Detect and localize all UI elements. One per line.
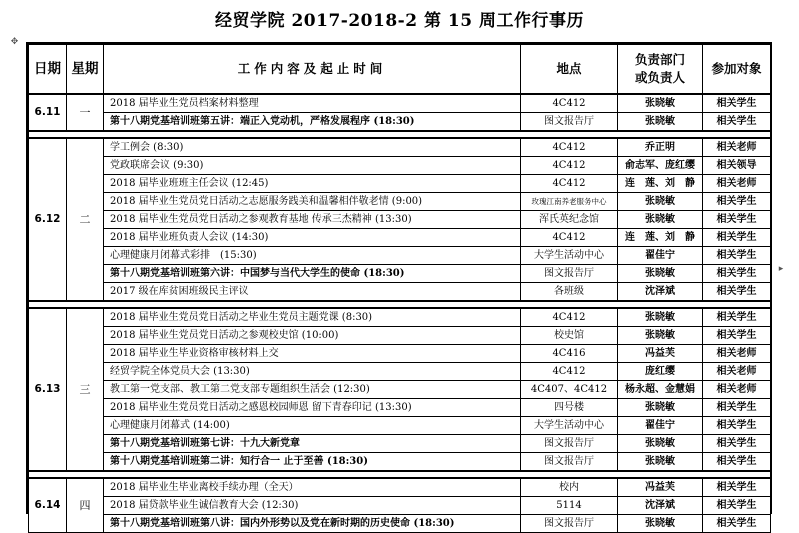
location-cell: 校史馆	[521, 327, 618, 345]
content-cell: 2018 届毕业生党员党日活动之参观校史馆 (10:00)	[104, 327, 521, 345]
responsible-cell: 庞红缨	[618, 363, 703, 381]
content-cell: 学工例会 (8:30)	[104, 138, 521, 157]
responsible-cell: 张晓敏	[618, 265, 703, 283]
resize-handle-icon[interactable]: ▸	[778, 264, 784, 274]
attendees-cell: 相关学生	[703, 399, 771, 417]
responsible-cell: 连 莲、刘 静	[618, 229, 703, 247]
attendees-cell: 相关学生	[703, 247, 771, 265]
table-row	[29, 283, 771, 302]
attendees-cell: 相关学生	[703, 435, 771, 453]
content-cell: 2018 届毕业生党员党日活动之参观教育基地 传承三杰精神 (13:30)	[104, 211, 521, 229]
table-row	[29, 417, 771, 435]
content-cell: 2018 届毕业班负责人会议 (14:30)	[104, 229, 521, 247]
attendees-cell: 相关学生	[703, 515, 771, 533]
weekday-cell: 三	[67, 308, 104, 471]
table-row	[29, 175, 771, 193]
content-cell: 第十八期党基培训班第二讲：知行合一 止于至善 (18:30)	[104, 453, 521, 472]
responsible-cell: 张晓敏	[618, 435, 703, 453]
move-handle-icon[interactable]: ✥	[10, 37, 19, 47]
header-responsible-line1: 负责部门	[634, 52, 685, 67]
responsible-cell: 翟佳宁	[618, 247, 703, 265]
attendees-cell: 相关学生	[703, 283, 771, 302]
table-row	[29, 193, 771, 211]
attendees-cell: 相关老师	[703, 138, 771, 157]
content-cell: 2018 届毕业生党员党日活动之感恩校园师恩 留下青春印记 (13:30)	[104, 399, 521, 417]
location-cell: 4C412	[521, 308, 618, 327]
schedule-body	[29, 94, 771, 533]
content-cell: 心理健康月闭幕式 (14:00)	[104, 417, 521, 435]
location-cell: 5114	[521, 497, 618, 515]
responsible-cell: 张晓敏	[618, 308, 703, 327]
header-row	[29, 45, 771, 95]
content-cell: 心理健康月闭幕式彩排 (15:30)	[104, 247, 521, 265]
attendees-cell: 相关学生	[703, 478, 771, 497]
location-cell: 图文报告厅	[521, 515, 618, 533]
location-cell: 4C412	[521, 138, 618, 157]
location-cell: 大学生活动中心	[521, 247, 618, 265]
header-responsible	[618, 45, 703, 95]
table-row	[29, 308, 771, 327]
location-cell: 4C412	[521, 363, 618, 381]
day-separator	[29, 131, 771, 138]
responsible-cell: 张晓敏	[618, 193, 703, 211]
weekday-cell: 二	[67, 138, 104, 301]
attendees-cell: 相关学生	[703, 193, 771, 211]
table-row	[29, 247, 771, 265]
responsible-cell: 沈泽斌	[618, 497, 703, 515]
content-cell: 第十八期党基培训班第六讲：中国梦与当代大学生的使命 (18:30)	[104, 265, 521, 283]
date-cell: 6.11	[29, 94, 67, 131]
attendees-cell: 相关学生	[703, 94, 771, 113]
responsible-cell: 冯益芙	[618, 345, 703, 363]
content-cell: 2018 届毕业生毕业离校手续办理（全天）	[104, 478, 521, 497]
responsible-cell: 张晓敏	[618, 211, 703, 229]
location-cell: 四号楼	[521, 399, 618, 417]
day-separator-cell	[29, 471, 771, 478]
attendees-cell: 相关学生	[703, 211, 771, 229]
responsible-cell: 张晓敏	[618, 327, 703, 345]
responsible-cell: 沈泽斌	[618, 283, 703, 302]
header-weekday: 星期	[67, 45, 104, 95]
content-cell: 教工第一党支部、教工第二党支部专题组织生活会 (12:30)	[104, 381, 521, 399]
attendees-cell: 相关学生	[703, 453, 771, 472]
table-row	[29, 435, 771, 453]
content-cell: 2018 届毕业生党员党日活动之毕业生党员主题党课 (8:30)	[104, 308, 521, 327]
responsible-cell: 乔正明	[618, 138, 703, 157]
attendees-cell: 相关学生	[703, 113, 771, 132]
content-cell: 2018 届毕业生党员党日活动之志愿服务践美和温馨相伴敬老情 (9:00)	[104, 193, 521, 211]
content-cell: 党政联席会议 (9:30)	[104, 157, 521, 175]
responsible-cell: 冯益芙	[618, 478, 703, 497]
content-cell: 第十八期党基培训班第五讲：端正入党动机，严格发展程序 (18:30)	[104, 113, 521, 132]
attendees-cell: 相关学生	[703, 327, 771, 345]
attendees-cell: 相关老师	[703, 345, 771, 363]
attendees-cell: 相关学生	[703, 265, 771, 283]
table-row	[29, 229, 771, 247]
table-row	[29, 94, 771, 113]
table-row	[29, 327, 771, 345]
header-attendees: 参加对象	[703, 45, 771, 95]
responsible-cell: 杨永超、金慧娟	[618, 381, 703, 399]
table-row	[29, 113, 771, 132]
day-separator	[29, 301, 771, 308]
table-row	[29, 345, 771, 363]
location-cell: 图文报告厅	[521, 113, 618, 132]
attendees-cell: 相关学生	[703, 308, 771, 327]
location-cell: 4C412	[521, 94, 618, 113]
header-date: 日期	[29, 45, 67, 95]
day-separator	[29, 471, 771, 478]
weekday-cell: 一	[67, 94, 104, 131]
table-row	[29, 363, 771, 381]
location-cell: 图文报告厅	[521, 265, 618, 283]
location-cell: 4C412	[521, 157, 618, 175]
date-cell: 6.12	[29, 138, 67, 301]
table-row	[29, 265, 771, 283]
responsible-cell: 张晓敏	[618, 399, 703, 417]
responsible-cell: 俞志军、庞红缨	[618, 157, 703, 175]
location-cell: 4C412	[521, 229, 618, 247]
attendees-cell: 相关学生	[703, 417, 771, 435]
table-row	[29, 211, 771, 229]
table-row	[29, 515, 771, 533]
attendees-cell: 相关领导	[703, 157, 771, 175]
attendees-cell: 相关老师	[703, 363, 771, 381]
weekday-cell: 四	[67, 478, 104, 533]
attendees-cell: 相关老师	[703, 175, 771, 193]
day-separator-cell	[29, 301, 771, 308]
content-cell: 2018 届毕业生毕业资格审核材料上交	[104, 345, 521, 363]
header-responsible-line2: 或负责人	[634, 70, 685, 85]
attendees-cell: 相关学生	[703, 497, 771, 515]
location-cell: 各班级	[521, 283, 618, 302]
content-cell: 2018 届贷款毕业生诚信教育大会 (12:30)	[104, 497, 521, 515]
table-row	[29, 381, 771, 399]
attendees-cell: 相关老师	[703, 381, 771, 399]
location-cell: 图文报告厅	[521, 453, 618, 472]
location-cell: 4C412	[521, 175, 618, 193]
location-cell: 4C416	[521, 345, 618, 363]
responsible-cell: 翟佳宁	[618, 417, 703, 435]
location-cell: 浑氏英纪念馆	[521, 211, 618, 229]
day-separator-cell	[29, 131, 771, 138]
content-cell: 2018 届毕业班班主任会议 (12:45)	[104, 175, 521, 193]
content-cell: 第十八期党基培训班第八讲：国内外形势以及党在新时期的历史使命 (18:30)	[104, 515, 521, 533]
content-cell: 经贸学院全体党员大会 (13:30)	[104, 363, 521, 381]
header-location: 地点	[521, 45, 618, 95]
location-cell: 大学生活动中心	[521, 417, 618, 435]
table-row	[29, 497, 771, 515]
date-cell: 6.13	[29, 308, 67, 471]
table-row	[29, 453, 771, 472]
responsible-cell: 张晓敏	[618, 113, 703, 132]
schedule-sheet	[26, 42, 772, 529]
location-cell: 4C407、4C412	[521, 381, 618, 399]
content-cell: 第十八期党基培训班第七讲：十九大新党章	[104, 435, 521, 453]
responsible-cell: 张晓敏	[618, 94, 703, 113]
responsible-cell: 张晓敏	[618, 453, 703, 472]
responsible-cell: 张晓敏	[618, 515, 703, 533]
table-row	[29, 399, 771, 417]
content-cell: 2018 届毕业生党员档案材料整理	[104, 94, 521, 113]
content-cell: 2017 级在库贫困班级民主评议	[104, 283, 521, 302]
table-row	[29, 478, 771, 497]
date-cell: 6.14	[29, 478, 67, 533]
location-cell: 校内	[521, 478, 618, 497]
table-row	[29, 138, 771, 157]
schedule-table	[28, 44, 771, 533]
header-content: 工作内容及起止时间	[104, 45, 521, 95]
table-row	[29, 157, 771, 175]
location-cell: 图文报告厅	[521, 435, 618, 453]
page-title: 经贸学院 2017-2018-2 第 15 周工作行事历	[215, 11, 584, 31]
attendees-cell: 相关学生	[703, 229, 771, 247]
responsible-cell: 连 莲、刘 静	[618, 175, 703, 193]
location-cell: 玫瑰江南养老服务中心	[521, 193, 618, 211]
